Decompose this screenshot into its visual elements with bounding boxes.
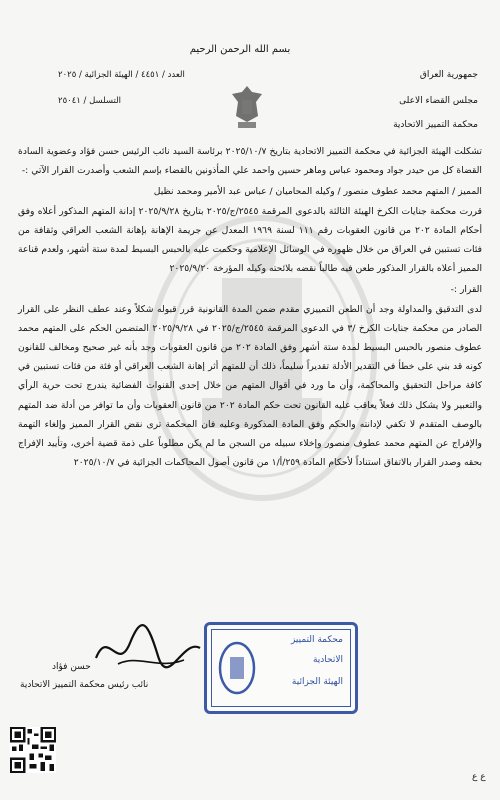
decision-paragraph: لدى التدقيق والمداولة وجد أن الطعن التمييزي مقدم ضمن المدة القانونية قرر قبوله شكلاً وعند عطف النظر على القرار الصادر من محكمة جنايات الكرخ /٣ في الدعوى المرقمة ٢٥٤٥/ج/٢٠٢٥ في ٢٠٢٥/٩/٢٨ المتضمن الحكم على المتهم محمد عطوف منصور بالحبس البسيط لمدة ستة أشهر وفق المادة ٢٠٢ من قانون العقوبات وجد بأنه غير صحيح ومخالف للقانون كونه قد بني على خطأ في التقدير الأدلة تقديراً سليماً، ذلك أن للمتهم أثر إهانة الشعب العراقي أو فئة من فئات تستبين في كافة مراحل التحقيق والمحاكمة، وأن ما ورد في أقوال المتهم من خلال إحدى القنوات الفضائية يندرج تحت حرية الرأي والتعبير ولا يشكل ذلك فعلاً يعاقب عليه القانون تحت حكم المادة ٢٠٢ من قانون العقوبات وأن ما توافر من أدلة ضد المتهم بالوصف المتقدم لا تكفي لإدانته والحكم وفق المادة المذكورة وعليه فان المحكمة ترى نقض القرار المميز وإلغاء التهمة والإفراج عن المتهم محمد عطوف منصور وإخلاء سبيله من السجن ما لم يكن مطلوباً على ذمة قضية أخرى، وتأييد الإفراج بحقه وصدر القرار بالاتفاق استناداً لأحكام المادة ٢٥٩/أ/١ من قانون أصول المحاكمات الجزائية في ٢٠٢٥/١٠/٧ (18, 303, 483, 469)
judgment-body (18, 142, 482, 472)
council-label: مجلس القضاء الاعلى (399, 96, 478, 106)
handwritten-signature (88, 618, 208, 678)
stamp-line-1: محكمة التمييز (290, 635, 343, 645)
official-stamp (204, 622, 358, 714)
stamp-line-3: الهيئة الجزائية (291, 677, 343, 687)
signatory-title: نائب رئيس محكمة التمييز الاتحادية (20, 680, 149, 690)
stamp-emblem-icon (217, 639, 257, 697)
court-formation-paragraph: تشكلت الهيئة الجزائية في محكمة التمييز الاتحادية بتاريخ ٢٠٢٥/١٠/٧ برئاسة السيد نائب الرئيس حسن فؤاد وعضوية السادة القضاة كل من حيدر جواد ومحمود عباس وماهر حسين واحمد علي المأذونين بالقضاء بإسم الشعب وأصدرت القرار الآتي :- (18, 146, 482, 177)
case-summary-paragraph: قررت محكمة جنايات الكرخ الهيئة الثالثة بالدعوى المرقمة ٢٥٤٥/ج/٢٠٢٥ بتاريخ ٢٠٢٥/٩/٢٨ إدانة المتهم المذكور أعلاه وفق أحكام المادة ٢٠٢ من قانون العقوبات رقم ١١١ لسنة ١٩٦٩ المعدل عن جريمة الإهانة بإهانة الشعب العراقي وثقافة من فئات تستبين في العراق من خلال ظهوره في الوسائل الإعلامية وحكمت عليه بالحبس البسيط لمدة ستة أشهر، ولعدم قناعة المميز أعلاه بالقرار المذكور طعن فيه طالباً نقضه بلائحته وكيله المؤرخة ٢٠٢٥/٩/٢٠ (18, 205, 482, 275)
signatory-name: حسن فؤاد (52, 662, 91, 672)
stamp-line-2: الاتحادية (312, 655, 343, 665)
page-mark: ع ع (472, 772, 486, 782)
decision-title: القرار :- (450, 284, 482, 296)
court-label: محكمة التمييز الاتحادية (393, 120, 478, 130)
serial-number: التسلسل / ٢٥٠٤١ (58, 96, 122, 106)
republic-label: جمهورية العراق (419, 70, 478, 80)
qr-code-icon (10, 727, 56, 773)
case-number: العدد / ٤٤٥١ / الهيئة الجزائية / ٢٠٢٥ (58, 70, 185, 80)
appellant-paragraph: المميز / المتهم محمد عطوف منصور / وكيله المحاميان / عباس عبد الأمير ومحمد نظيل (153, 186, 482, 198)
eagle-emblem-icon (228, 82, 266, 132)
basmala: بسم الله الرحمن الرحيم (189, 44, 291, 55)
